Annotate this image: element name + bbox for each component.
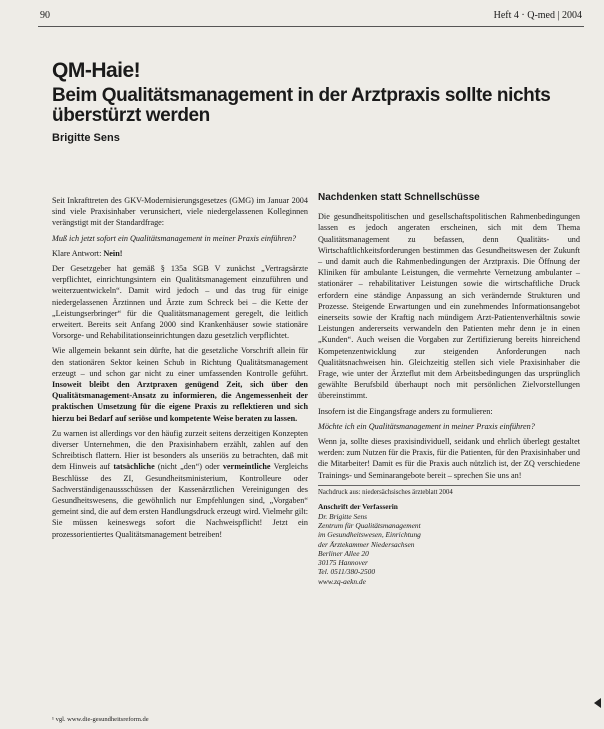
answer-prefix: Klare Antwort: [52, 248, 104, 258]
paragraph: Seit Inkrafttreten des GKV-Modernisierungsgesetzes (GMG) im Januar 2004 sind viele Praxisinhaber verunsichert, viele niedergelassenen Kolleginnen verängstigt mit der Standardfrage: [52, 196, 308, 228]
answer-text: Nein! [103, 248, 123, 258]
address-line: im Gesundheitswesen, Einrichtung [318, 530, 421, 540]
paragraph: Insofern ist die Eingangsfrage anders zu formulieren: [318, 406, 493, 416]
paragraph [52, 345, 308, 423]
address-line: Dr. Brigitte Sens [318, 512, 368, 522]
address-line: Berliner Allee 20 [318, 548, 369, 558]
article-subtitle: Beim Qualitätsmanagement in der Arztpraxis sollte nichts überstürzt werden [52, 85, 551, 126]
section-heading: Nachdenken statt Schnellschüsse [318, 192, 480, 203]
address-line: Tel. 0511/380-2500 [318, 567, 376, 577]
paragraph: Die gesundheitspolitischen und gesellschaftspolitischen Rahmenbedingungen lassen es jedoch angeraten erscheinen, sich mit dem Thema Qualitätsmanagement zu befassen, denn Qualitäts- und Wirtschaftlichkeitsforderungen bestimmen das Gesundheitswesen der Zukunft – und damit auch die Rahmenbedingungen der Arztpraxis. Die Öffnung der Kliniken für ambulante Leistungen, die vermehrte Vernetzung ambulanter – stationärer – rehabilitativer Leistungen sowie die wirtschaftliche Druck erfordern eine ständige Anpassung an sich verändernde Strukturen und Prozesse. Steigende Erwartungen und ein zunehmendes Informationsangebot einerseits sowie der Kraftig nach mündigem Arzt-Patientenverhältnis sowie Leistungen andererseits verwandeln den Patienten mehr denn je in einen „Kunden“. Auch weisen die Vorgaben zur Zertifizierung bereits hinreichend Kompetenzentwicklung zur steigenden Anforderungen nach Qualitätsnachweisen hin. Gleichzeitig stellen sich viele Praxisinhaber die Frage, wie unter der Ärzteflut mit dem Arbeitsbedingungen das ursprünglich gewählte Berufsbild überhaupt noch mit persönlichen Zielvorstellungen übereinstimmt. [318, 212, 580, 401]
paragraph: Wenn ja, sollte dieses praxisindividuell, seidank und ehrlich überlegt gestaltet werden: zum Nutzen für die Praxis, für die Patienten, für den Praxisinhaber und die Mitarbeiter! Damit es für die Praxis auch nützlich ist, der ZQ verschiedene Trainings- und Seminarangebote bereit – sprechen Sie uns an! [318, 437, 580, 480]
address-heading: Anschrift der Verfasserin [318, 501, 398, 511]
reprint-note: Nachdruck aus: niedersächsisches ärzteblatt 2004 [318, 485, 580, 497]
issue-label: Heft 4 · Q-med | 2004 [493, 10, 582, 21]
paragraph-text: Vergleichs Beschlüsse des ZI, Gesundheitsministerium, Kontrolleure oder Sachverständigenaussschüssen der Kassenärztlichen Vereinigungen des Gesundheitswesens, die gewöhnlich nur Empfehlungen sind, „Vorgaben“ gemeint sind, die auf dem ersten Handlungsdruck erzeugt wird. Vielmehr gilt: Sie müssen keineswegs sofort die Nachweispflicht! Jetzt ein prozessorientiertes Qualitätsmanagement betreiben! [52, 462, 308, 539]
right-column [318, 192, 580, 586]
emphasis: vermeintliche [222, 462, 271, 472]
footnote: ¹ vgl. www.die-gesundheitsreform.de [52, 716, 149, 723]
title-block [52, 60, 572, 144]
paragraph [52, 428, 308, 540]
question: Möchte ich ein Qualitätsmanagement in meiner Praxis einführen? [318, 421, 535, 431]
page-number: 90 [40, 10, 50, 21]
emphasis: tatsächliche [113, 462, 155, 472]
left-column [52, 195, 308, 544]
address-line: Zentrum für Qualitätsmanagement [318, 521, 421, 531]
address-line: www.zq-aekn.de [318, 576, 366, 586]
article-title: QM-Haie! [52, 59, 141, 82]
paragraph-text: Wie allgemein bekannt sein dürfte, hat die gesetzliche Vorschrift allein für den stationären Sektor keinen Schub in Richtung Qualitätsmanagement erzeugt – und schon gar nicht zu einer umfassenden Kontrolle geführt. [52, 346, 308, 378]
paragraph: Der Gesetzgeber hat gemäß § 135a SGB V zunächst „Vertragsärzte verpflichtet, einrichtungsintern ein Qualitätsmanagement einzuführen und weiterzuentwickeln“. Damit wird jedoch – und das trug für einige niedergelassenen Ärztinnen und Ärzte zum Schreck bei – die Kette der „Leistungserbringer“ für die Qualitätsmanagement geregelt, die leitlich erweitert. Bereits seit Anfang 2000 sind Krankenhäuser sowie stationäre Vorsorge- und Rehabilitationseinrichtungen dazu gesetzlich verpflichtet. [52, 264, 308, 341]
paragraph-text: Zu warnen ist allerdings vor den häufig zurzeit seitens derzeitigen Konzepten diverser Unternehmen, die den Praxisinhabern erzählt, zahlen auf den Schreibtisch flattern. Hier ist besonders als unseriös zu betrachten, daß mit dem Hinweis auf [52, 428, 308, 472]
question: Muß ich jetzt sofort ein Qualitätsmanagement in meiner Praxis einführen? [52, 233, 297, 243]
answer [52, 248, 308, 259]
paragraph-text: (nicht „den“) oder [154, 462, 223, 472]
address-line: der Ärztekammer Niedersachsen [318, 539, 415, 549]
next-page-arrow-icon [594, 698, 601, 708]
address-line: 30175 Hannover [318, 558, 368, 568]
header-rule [38, 26, 584, 27]
emphasis: Insoweit bleibt den Arztpraxen genügend Zeit, sich über den Qualitätsmanagement-Ansatz zu informieren, die Angemessenheit der praktischen Umsetzung für die eigene Praxis zu reflektieren und sich hierzu bei Bedarf auf seriöse und kompetente Weise beraten zu lassen. [52, 380, 308, 423]
author-name: Brigitte Sens [52, 132, 120, 144]
address-block [318, 512, 580, 586]
